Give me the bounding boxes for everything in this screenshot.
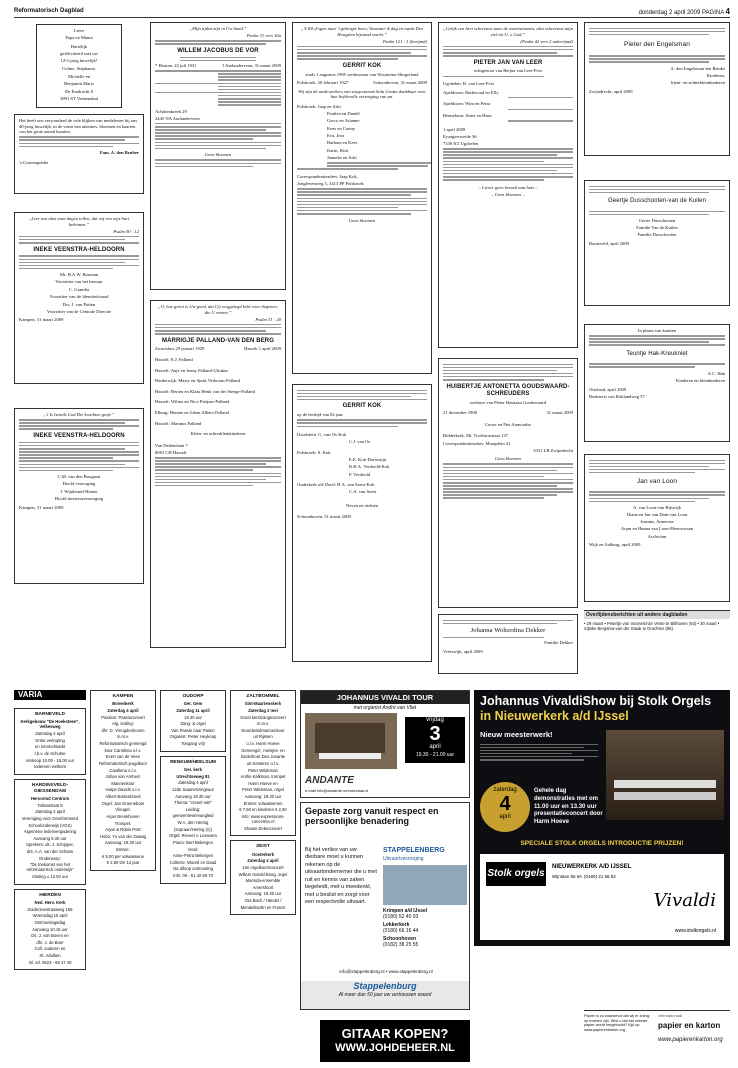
place-date: Vreeswijk, april 2009 xyxy=(443,648,483,654)
subtitle: echtgenoot van Reijna van Leer-Post xyxy=(474,68,542,74)
deceased-name: GERRIT KOK xyxy=(342,403,382,410)
signer: Aschwinn xyxy=(647,533,667,539)
signer: C.M. van den Boogaart xyxy=(57,474,101,480)
signer: klein- en achterkleinkinderen xyxy=(671,80,725,86)
ad-line: Lieve xyxy=(73,28,85,33)
ad-place: 's-Gravenpolder xyxy=(19,159,49,165)
store-web: www.stolkorgels.nl xyxy=(674,927,716,934)
relative: Gerco en Arianne xyxy=(327,118,360,124)
address: 3331 LB Zwijndrecht xyxy=(533,447,573,453)
store-address: NIEUWERKERK A/D IJSSEL xyxy=(552,864,632,870)
ad-line: Michelle en xyxy=(68,73,90,79)
thanks-ad xyxy=(14,114,144,194)
relatives-note: Neven en nichten xyxy=(345,502,379,508)
signer: A. den Engelsman-ten Brinke xyxy=(670,65,725,71)
relative: IJsselstein: G. van Os-Kok xyxy=(297,432,347,438)
died: Hasselt 1 april 2009 xyxy=(244,346,281,352)
signer: C. Grandia xyxy=(68,287,90,293)
quote-ref: Psalm 31 : 20 xyxy=(255,316,281,322)
felicitation-ad xyxy=(36,24,122,108)
relative: C.J. van Os xyxy=(349,439,371,445)
address: Ridderkerk, Mr. Troelstrastraat 137 xyxy=(443,433,508,439)
relative: Bennekom: Arnet en Hans xyxy=(443,113,492,119)
deceased-name: PIETER JAN VAN LEER xyxy=(473,59,543,66)
born: 21 december 1908 xyxy=(443,410,477,416)
ad-body: Bij het verlies van uw dierbare moet u kunnen rekenen op de uitvaartondernemer die u met ruit en kennis van zaken begeleidt, met u meedenkt, met u beslist en zorgt voor een respectvolle uitvaart. xyxy=(305,847,377,905)
deceased-name: Teuntje Hak-Kreukniet xyxy=(626,350,688,357)
agenda-oudorp: OUDORP Ger. Gem Zaterdag 11 april 19.30 uur Zang- & orgel Van Passie naar Pasen Organist: Pieter Heykoop Toegang vrij! xyxy=(160,690,226,752)
relative: Ouderkerk a/d IJssel: H.A. van Soest-Kok xyxy=(297,482,375,488)
deceased-name: INEKE VEENSTRA-HELDOORN xyxy=(33,246,125,253)
relative: P. Verdoold xyxy=(349,471,371,477)
quote-ref: Psalm 121 : 1 (berijmd) xyxy=(382,38,427,44)
ad-heading: In plaats van kaarten xyxy=(637,328,677,333)
obituary-goudswaard xyxy=(438,358,578,608)
paper-logo: papier en karton xyxy=(658,1021,721,1030)
address: Beekserts van Roklandweg 37 xyxy=(589,393,645,399)
section-title: Overlijdensberichten uit andere dagbladen xyxy=(584,611,730,619)
ad-line: De Emdracht 8 xyxy=(65,89,93,95)
organ-photo xyxy=(606,730,724,820)
note: – Geen bloemen – xyxy=(491,191,525,197)
subtitle: sinds 1 augustus 1995 weduwnaar van Wouterina Slingerland xyxy=(305,71,419,77)
ad-title-2: in Nieuwerkerk a/d IJssel xyxy=(480,709,629,724)
relative: Hasselt: Marinus Palland xyxy=(155,420,202,426)
organ-photo xyxy=(305,713,397,769)
ad-web: info@stappelenberg.nl • www.stappelenberg.nl xyxy=(339,969,433,974)
quote: „'k Ril d'ogen naar 't gebergte heen, Vanwaar ik dag en nacht Des Hoogsten bijstand wacht.” xyxy=(301,26,423,37)
deceased-name: WILLEM JACOBUS DE VOR xyxy=(177,47,259,54)
ad-footer: Stappelenburg Al meer dan 50 jaar uw vertrouwen waard xyxy=(301,981,469,1009)
address: Jonglevenweg 5, 3413 PP Polsbroek xyxy=(297,181,364,187)
ad-body-placeholder xyxy=(480,742,598,762)
store-logo: ANDANTE xyxy=(305,775,354,786)
stolk-logo: Stolk orgels xyxy=(486,862,546,886)
agenda-zaltbommel: ZALTBOMMEL Sint-Maartenskerk Zaterdag 2 mei Groot kerstzangsconcert m.m.v. Noordwindmannenkoor uit Rijssen o.l.v. Harm Hoeve Gemengd-, meisjes- en kinderkoor Deo Juvante uit Kesteren o.l.v. Peter Wildeman Anthe Kalkman, trompet Harm Hoeve en Peter Wildeman, orgel Aanvang: 19.30 uur Entree: volwassenen € 7,50 en kinderen € 2,50 Info: www.expressions-concerten.nl Shaam-Zekeconcert xyxy=(230,690,296,836)
ad-title: Johannus VivaldiShow bij Stolk Orgels xyxy=(480,694,712,708)
agenda-col-1 xyxy=(14,706,86,1006)
obituary-veenstra-2 xyxy=(14,408,144,584)
address: Correspondentieadres: Jaap Kok, xyxy=(297,173,358,179)
ad-title: JOHANNUS VIVALDI TOUR xyxy=(301,691,469,704)
relative: R.H.A. Verdoold-Kok xyxy=(349,464,390,470)
relative: Hasselt: Wilma en Nico Pietjaar-Palland xyxy=(155,399,230,405)
ad-line: Coline, Stéphanie, xyxy=(62,66,96,72)
date-box: vrijdag 3 april 19.30 - 21.00 uur xyxy=(405,717,465,763)
obituary-kok-2 xyxy=(292,384,432,662)
obituary-veenstra-1 xyxy=(14,212,144,384)
agenda-kampen: KAMPEN Bovenkerk Zaterdag 4 april Passion: Passioconcert Alg. leiding: dhr. D. Vreugdenhoven m.m.v. Reformatorisch gemengd koor Cantilena o.l.v. Evert van de Veen Reformatorisch jeugdkoor Cantilena o.l.v. Johan van Arnhem Mannenkoor Harpe Davids o.l.v. Albert Bolsenbroek Orgel: Jan Groeneboer Vleugel: Arjan Breukhoven Trompet: Arjan & Robin Post Hobo: Yu van der Zwaag Aanvang: 19.30 uur Entree: € 5,00 per volwassene € 2,50 t/m 12 jaar xyxy=(90,690,156,871)
deceased-name: Pieter den Engelsman xyxy=(624,41,690,49)
other-obituary-line: • 29 maart • Petertje van Voorveld-de Vente te Bilthoven (93) • 30 maart • Sijtske Bergsma-van der Staak te Drachten (85). xyxy=(584,621,720,632)
relative: Ugchelen: R. van Leer-Post xyxy=(443,81,494,87)
agenda-col-2 xyxy=(90,690,156,990)
johannus-vivaldishow-ad xyxy=(474,690,730,946)
ad-line: gefeliciteerd met uw xyxy=(60,50,98,56)
relative: Hasselt: E.J. Palland xyxy=(155,357,193,363)
signer: A. van Loon-van Bijswijk xyxy=(633,505,681,511)
relatives-note: Klein- en achterkleinkinderen xyxy=(190,431,246,437)
gitaar-ad: GITAAR KOPEN? WWW.JOHDEHEER.NL xyxy=(320,1020,470,1062)
column-4 xyxy=(438,22,578,687)
signer: Arjan en Hanna van Loon-Meeuwissen xyxy=(620,526,694,532)
relative: Hasselt: Anje en Jenny Palland-Ulrukur xyxy=(155,367,228,373)
signer: Gerrie Dusschooten xyxy=(638,218,676,224)
address: Achttienkreek 29 xyxy=(155,108,187,114)
note: Geen bloemen xyxy=(204,152,232,158)
papier-en-karton-ad xyxy=(584,1010,730,1060)
place-date: Ottoland, april 2009 xyxy=(589,386,627,392)
deceased-name: Geertje Dusschooten-van de Kuilen xyxy=(607,198,707,205)
died: Schoonhoven, 31 maart 2009 xyxy=(373,80,427,86)
subtitle: op de leeftijd van 82 jaar. xyxy=(297,412,344,418)
place-date: Barneveld, april 2009 xyxy=(589,240,629,246)
address: Correspondentieadres: Maasplein 41 xyxy=(443,440,511,446)
relative: Paulien en Daniël xyxy=(327,111,360,117)
relative: Janneke en Adri xyxy=(327,155,357,161)
signer: Hoofd interieurverzorging xyxy=(54,496,104,501)
ad-subheading: Nieuw meesterwerk! xyxy=(480,730,553,739)
signer: Drs. J. van Putten xyxy=(62,301,96,307)
signer: Mr. H.A.W. Bouman xyxy=(59,272,99,278)
signer: Diana en Jan van Dam-van Loon xyxy=(626,512,688,518)
signer: A.C. Hak xyxy=(707,370,725,376)
signer: Voorzitter van de Identiteitsraad xyxy=(49,294,109,300)
subtitle: weduwe van Pieter Bastiaan Goudswaard xyxy=(469,399,547,405)
agenda-renkum: RENKUM/HEELSUM Ger. kerk Utrechtseweg 81 Zaterdag 4 april 12de Saamenzingsuur Aanvang 19.30 uur Thema: "creeel niet" Leiding: gemeenteviervangleid W.A. den Hertog (sopraan/Hertog (n)) Orgel: Reveel v. Leeuwen Piano: Bert Bekergen Viool: Anne-Petra Bekergen Collecte: Woord en Daad Na afloop ontmoeting Info: 06 - 51 42 59 70 xyxy=(160,756,226,884)
quote: „Leer ons alzo onze dagen tellen, dat wij een wijs hart bekomen.” xyxy=(28,216,130,227)
ad-photo xyxy=(383,865,467,905)
store-phone: Wijnlaan 55 tel. (0180) 21 56 52 xyxy=(552,874,616,879)
born: Zwartsluis 29 januari 1929 xyxy=(155,346,205,352)
ad-line: Hartelijk xyxy=(70,43,88,49)
deceased-name: INEKE VEENSTRA-HELDOORN xyxy=(33,432,125,439)
obituary-van-leer xyxy=(438,22,578,348)
address: Eyzagersweide 36 xyxy=(443,133,477,139)
ad-line: 3891 ST Veenendaal xyxy=(60,96,98,102)
deceased-name: Jan van Loon xyxy=(636,478,678,486)
signer: Familie Dusschooten xyxy=(637,232,677,238)
relative: Polsbroek: S. Kok xyxy=(297,449,331,455)
agenda-barneveld: BARNEVELD Kerkgebouw "De Hoeksteen", Velkesweg Zaterdag 4 april Grote verkoping en rommelmarkt t.b.v. de Schutse Verkoop 10.00 - 15.00 uur Iedereen welkom xyxy=(14,708,86,775)
quote: „Mijn tijden zijn in Uw hand.” xyxy=(189,26,247,31)
agenda-col-3 xyxy=(160,690,226,990)
relative: C.A. van Soest xyxy=(349,489,377,495)
ad-brand-block: STAPPELENBERG Uitvaartverzorging Krimpen a/d IJssel (0180) 52 40 03 Lekkerkerk (0180) 66 16 44 Schoonhoven (0182) 38 25 55 xyxy=(383,847,467,948)
johannus-tour-ad xyxy=(300,690,470,798)
relative: E.E. Kok-Dorrestijn xyxy=(349,456,387,462)
signer: Kinderen, xyxy=(706,72,725,78)
address: 8061 CH Hasselt xyxy=(155,449,187,455)
quote-ref: (Psalm 42 vers 2 onberijmd) xyxy=(520,38,573,44)
page-header xyxy=(14,6,730,18)
obituary-de-vor xyxy=(150,22,286,290)
signer: Kinderen en kleinkinderen xyxy=(676,377,725,383)
agenda-hierden: HIERDEN Ned. Herv. Kerk Zuiderzeestraatweg 169 Woensdag 15 april Ontmoetingsdag Aanvang 10.15 uur Ds. J. van Boven en dhr. J. de Boer Coll. ouderen en St. Adullam Inl. tel. 0523 - 66 17 49 xyxy=(14,889,86,971)
thanks-dusschooten xyxy=(584,180,730,306)
signer: Voorzitter van het bestuur xyxy=(55,279,103,285)
died: 31 maart 2009 xyxy=(546,410,573,416)
paper-url: www.papierenkarton.org xyxy=(658,1037,723,1043)
address: Van Dedemlaan 7 xyxy=(155,442,188,448)
signer: Familie Van de Kuilen xyxy=(636,225,678,231)
ad-line: Benjamin Marts xyxy=(64,80,94,86)
vivaldi-logo: Vivaldi xyxy=(653,890,716,911)
ad-info: Gehele dag demonstraties met om 11.00 uur en 13.30 uur presentatieconcert door Harm Hoeve xyxy=(534,788,603,826)
column-3 xyxy=(292,22,432,687)
quote: „O, hoe groot is Uw goed, dat Gij weggelegd hebt voor degenen, die U vrezen.” xyxy=(158,304,278,315)
note: – Liever geen bezoek aan huis – xyxy=(478,184,538,190)
died: † Aarlanderveen, 31 maart 2009 xyxy=(221,62,281,68)
column-2 xyxy=(150,22,286,687)
relative: Polsbroek: Jaap en Adri xyxy=(297,103,341,109)
relative: Hasselt: Berien en Klaas Henk van der Steege-Palland xyxy=(155,388,255,394)
born: * Houten, 22 juli 1931 xyxy=(155,62,197,68)
agenda-col-4 xyxy=(230,690,296,990)
thanks-van-loon xyxy=(584,454,730,602)
ad-line: Papa en Mama xyxy=(65,35,93,41)
place-date: Schoonhoven, 31 maart 2009 xyxy=(297,514,351,520)
date-badge: zaterdag 4 april xyxy=(480,782,530,832)
other-obituaries xyxy=(584,610,730,631)
note: Geen bloemen xyxy=(348,217,376,223)
place-date: Zwijndrecht, april 2009 xyxy=(589,88,633,94)
thanks-hak xyxy=(584,324,730,442)
address: 2445 NA Aarlanderveen xyxy=(155,115,200,121)
signer: Hoofd verzorging xyxy=(62,481,96,487)
place-date: Kampen, 31 maart 2009 xyxy=(19,504,64,510)
quote: „'t Is Israëls God Die krachten geeft.” xyxy=(43,412,115,417)
varia-header: VARIA xyxy=(14,690,86,700)
logo-sub: internationaal xyxy=(658,1013,683,1018)
signer: Voorzitter van de Centrale Directie xyxy=(46,308,112,314)
ad-footer xyxy=(480,854,724,940)
relative: Eva, Jora xyxy=(327,132,345,138)
address: 1 april 2009 xyxy=(443,126,466,132)
signer: J. Wijnbrand-Hamer xyxy=(60,488,98,494)
ad-special: SPECIALE STOLK ORGELS INTRODUCTIE PRIJZEN! xyxy=(520,840,684,847)
agenda-zeist: ZEIST Oosterkerk Zaterdag 4 april 10e orgelkoorsconcert Willem Harold Boog, orgel Marinda-ensemble Amersfoort Aanvang: 19.30 uur Ora Bach / Händel / Mendelssohn en Franck xyxy=(230,840,296,915)
quote-ref: Psalm 31 vers 16a xyxy=(246,33,281,39)
relative: Elburg: Hennie en Johan Albers-Palland xyxy=(155,410,229,416)
relative: Corrie en Piet Aarnoudse xyxy=(484,421,532,427)
deceased-name: MARRIGJE PALLAND-VAN DEN BERG xyxy=(161,337,274,344)
agenda-hardinxveld: HARDINXVELD-GIESSENDAM Hervormd Centrum Talmastraat 8 Zaterdag 4 april Vereniging voor Gereformeerd Schoolonderwijs (VGS) Algemene ledenvergadering Aanvang 9.30 uur Sprekers: ds. J. Schipper, drs. A.A. van der Schans Onderwerp: "De toekomst van het reformatorisch onderwijs" Sluiting ± 13.00 uur xyxy=(14,779,86,885)
verse: Wij zijn de medewerkers van zorgcentrum Sola Gratia dankbaar voor hun liefdevolle verzorging van pa. xyxy=(298,88,426,100)
ad-subtitle: met organist André van Vliet xyxy=(353,705,417,712)
quote-ref: Psalm 90 : 12 xyxy=(113,228,139,234)
signer: Joannis, Annerose xyxy=(640,519,674,525)
relative: Kees en Conny xyxy=(327,125,356,131)
deceased-name: GERRIT KOK xyxy=(342,62,382,69)
ad-text: Het heeft ons verwonderd de vele blijken van medeleven bij ons 40-jarig huwelijk, in de vorm van attenties, bloemen en kaarten van het grote aantal kaarten. xyxy=(19,118,138,135)
signature: Familie Dekker xyxy=(544,640,573,646)
ad-title: Gepaste zorg vanuit respect en persoonlijke benadering xyxy=(305,806,439,827)
ad-text: Papier is zo waardevol dat wij er zuinig op moeten zijn. Wist u dat het meeste papier wordt hergebruikt? Kijk op www.papierenkarton.org xyxy=(584,1014,650,1033)
born: Polsbroek, 20 februari 1927 xyxy=(297,80,349,86)
paper-name: Reformatorisch Dagblad xyxy=(14,8,84,14)
deceased-name: Johanna Wolterdina Dekker xyxy=(470,627,546,635)
store-contact: e-mail info@andante-veenendaal.nl xyxy=(305,788,369,793)
relative: Barbara en Kees xyxy=(327,140,358,146)
relative: Apeldoorn: Ruthwoud en Elly xyxy=(443,89,499,95)
obituary-palland xyxy=(150,300,286,648)
relative: Apeldoorn: Wim en Petra xyxy=(443,101,491,107)
quote: „Gelijk een hert schreeuwt naar de waterstromen, alzo schreeuwt mijn ziel tot U, o God.” xyxy=(443,26,573,37)
ad-line: 12½-jarig huwelijk! xyxy=(60,57,98,63)
relative: Karin, Rick xyxy=(327,147,349,153)
deceased-name: HUIBERTJE ANTONETTA GOUDSWAARD-SCHREUDERS xyxy=(446,383,570,397)
address: 7339 KT Ugchelen xyxy=(443,141,479,146)
obituary-kok-1 xyxy=(292,22,432,374)
ad-signature: Fam. A. den Bruber xyxy=(99,150,139,156)
thanks-dekker xyxy=(438,614,578,674)
place-date: Kampen, 31 maart 2009 xyxy=(19,317,64,323)
page-date: donderdag 2 april 2009 PAGINA 4 xyxy=(638,7,730,16)
note: Geen bloemen xyxy=(494,456,522,462)
relative: Harderwijk: Marry en Sjaak Verboom-Palland xyxy=(155,378,240,384)
thanks-engelsman xyxy=(584,22,730,156)
stappelenburg-ad xyxy=(300,802,470,1010)
column-1 xyxy=(14,22,144,687)
place-date: Wijk en Aalburg, april 2009 xyxy=(589,542,641,548)
